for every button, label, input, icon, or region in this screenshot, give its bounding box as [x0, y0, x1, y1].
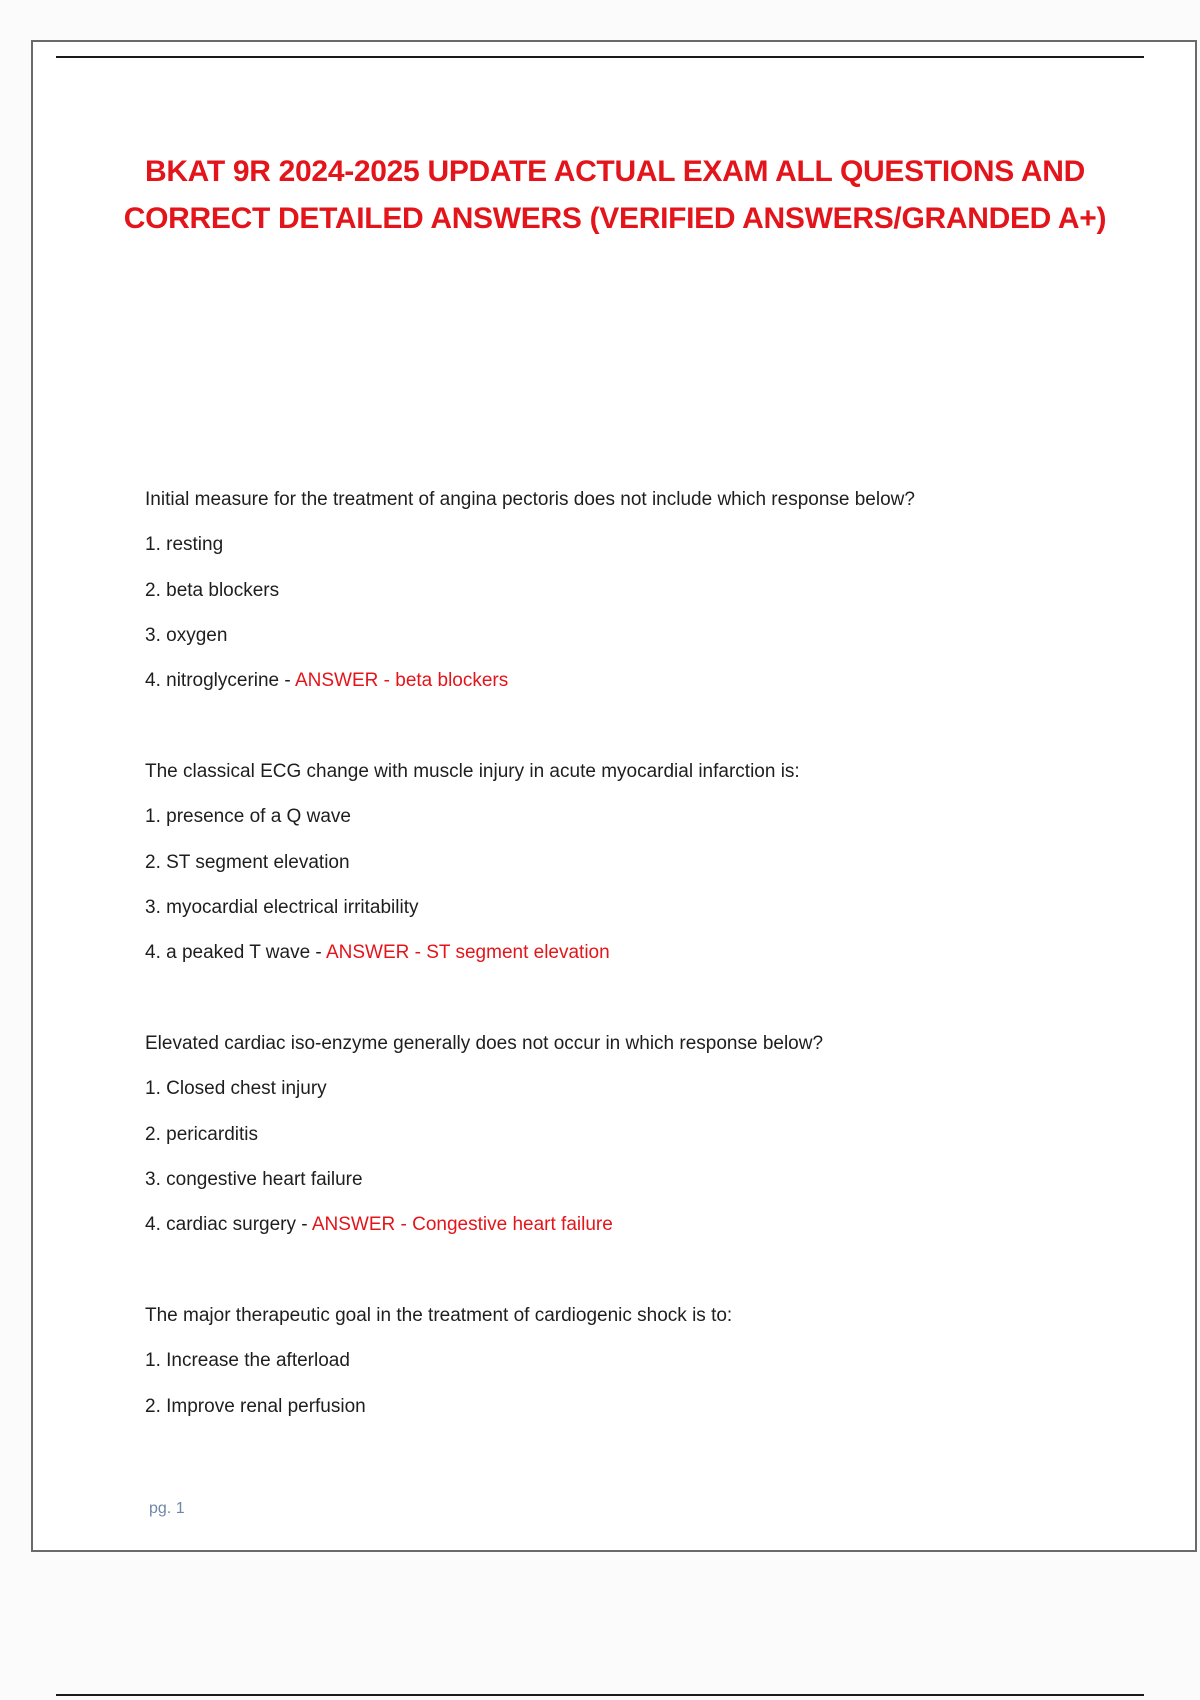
option-item: 1. Increase the afterload [145, 1350, 350, 1372]
option-item-with-answer: 4. cardiac surgery - ANSWER - Congestive heart failure [145, 1214, 613, 1236]
answer-text: ANSWER - beta blockers [294, 670, 509, 692]
option-item: 2. ST segment elevation [145, 851, 350, 873]
answer-text: ANSWER - Congestive heart failure [311, 1214, 613, 1236]
option-item: 1. resting [145, 534, 224, 556]
question-text: The classical ECG change with muscle injury in acute myocardial infarction is: [145, 761, 800, 782]
question-block [145, 1300, 1105, 1572]
option-item: 2. Improve renal perfusion [145, 1395, 366, 1417]
option-item: 1. Closed chest injury [145, 1078, 327, 1100]
option-item-with-answer: 4. a peaked T wave - ANSWER - ST segment elevation [145, 942, 610, 964]
option-item: 3. oxygen [145, 624, 228, 646]
header-rule [56, 56, 1144, 58]
option-item-with-answer: 4. nitroglycerine - ANSWER - beta blockers [145, 670, 509, 692]
question-block [145, 1028, 1105, 1300]
document-title: BKAT 9R 2024-2025 UPDATE ACTUAL EXAM ALL QUESTIONS AND CORRECT DETAILED ANSWERS (VERIFIED ANSWERS/GRANDED A+) [123, 155, 1107, 235]
question-block [145, 756, 1105, 1028]
option-item: 3. myocardial electrical irritability [145, 896, 419, 918]
questions-container [145, 484, 1105, 1572]
question-text: The major therapeutic goal in the treatment of cardiogenic shock is to: [145, 1305, 733, 1326]
option-item: 2. beta blockers [145, 579, 280, 601]
option-item: 1. presence of a Q wave [145, 806, 351, 828]
question-text: Initial measure for the treatment of angina pectoris does not include which response below? [145, 489, 915, 510]
answer-text: ANSWER - ST segment elevation [325, 942, 610, 964]
option-item: 2. pericarditis [145, 1123, 258, 1145]
question-text: Elevated cardiac iso-enzyme generally does not occur in which response below? [145, 1033, 824, 1054]
option-item: 4. a peaked T wave [145, 942, 311, 964]
next-page-header-rule [56, 1694, 1144, 1696]
page-number: pg. 1 [149, 1500, 185, 1517]
option-item: 4. cardiac surgery [145, 1214, 297, 1236]
option-item: 3. congestive heart failure [145, 1168, 363, 1190]
question-block [145, 484, 1105, 756]
option-item: 4. nitroglycerine [145, 670, 280, 692]
